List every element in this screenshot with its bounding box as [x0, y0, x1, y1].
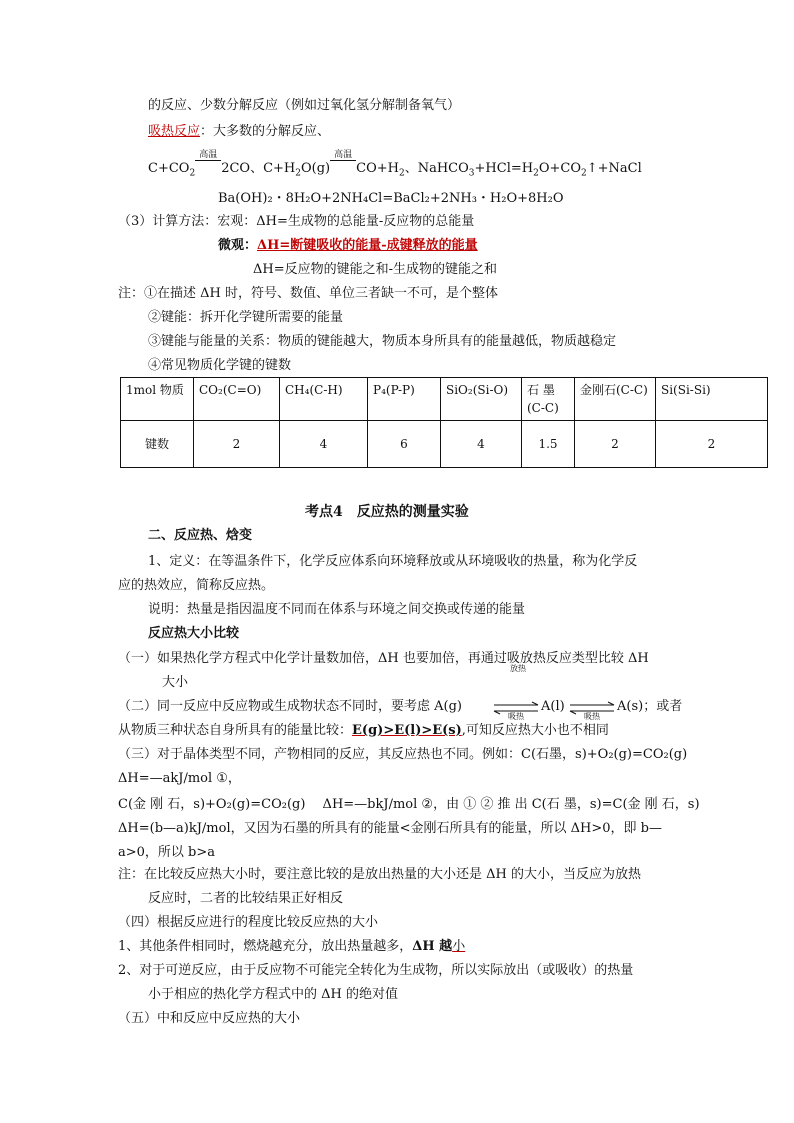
eq-part: O(g)	[301, 161, 331, 176]
bond-energy-formula: ΔH=反应物的键能之和-生成物的键能之和	[253, 262, 498, 277]
item-3e: a>0，所以 b>a	[118, 845, 216, 860]
table-cell: 4	[280, 421, 368, 468]
table-cell: 石 墨 (C-C)	[522, 378, 575, 421]
note-2: ②键能：拆开化学键所需要的能量	[148, 310, 344, 325]
table-header-row	[121, 378, 768, 421]
table-row	[121, 421, 768, 468]
state-liquid: A(l)	[541, 699, 565, 714]
item-2a-text: （二）同一反应中反应物或生成物状态不同时，要考虑 A(g)	[118, 699, 462, 714]
section-title: 考点4 反应热的测量实验	[305, 504, 469, 520]
table-cell: 2	[656, 421, 768, 468]
table-cell: Si(Si-Si)	[656, 378, 768, 421]
table-cell: CH₄(C-H)	[280, 378, 368, 421]
item-3d: ΔH=(b—a)kJ/mol，又因为石墨的所具有的能量<金刚石所具有的能量，所以 ΔH>0，即 b—	[118, 821, 662, 836]
item-2b-text: 从物质三种状态自身所具有的能量比较：	[118, 723, 353, 738]
table-cell: 2	[194, 421, 280, 468]
state-solid: A(s)；或者	[617, 699, 683, 714]
explanation: 说明：热量是指因温度不同而在体系与环境之间交换或传递的能量	[148, 602, 526, 617]
micro-method	[218, 237, 478, 255]
table-cell: 4	[441, 421, 522, 468]
note-compare-a: 注：在比较反应热大小时，要注意比较的是放出热量的大小还是 ΔH 的大小，当反应为放热	[118, 867, 641, 882]
eq-part: O+CO	[538, 161, 581, 176]
item-4-1	[118, 938, 465, 956]
table-cell: P₄(P-P)	[368, 378, 441, 421]
note-3: ③键能与能量的关系：物质的键能越大，物质本身所具有的能量越低，物质越稳定	[148, 334, 617, 349]
bond-count-table	[120, 377, 768, 468]
note-compare-b: 反应时，二者的比较结果正好相反	[148, 891, 344, 906]
fangre-label: 放热	[510, 664, 526, 673]
energy-order: E(g)>E(l)>E(s)	[352, 723, 462, 738]
item-3b: ΔH=—akJ/mol ①，	[118, 771, 241, 786]
item-2b-tail: ,可知反应热大小也不相同	[461, 723, 609, 738]
text-line-1: 的反应、少数分解反应（例如过氧化氢分解制备氧气）	[148, 98, 461, 113]
item-4-2a: 2、对于可逆反应，由于反应物不可能完全转化为生成物，所以实际放出（或吸收）的热量	[118, 963, 634, 978]
text-line-2	[148, 123, 330, 141]
item-3c: C(金 刚 石，s)+O₂(g)=CO₂(g) ΔH=—bkJ/mol ②，由 ① ② 推 出 C(石 墨，s)=C(金 刚 石，s)	[118, 797, 700, 812]
equation-line-1: $C+CO_2$ 高温 2CO、$C+H_2O(g)$ 高温 $CO+H_2$、$NaHCO_3+HCl=H_2O+CO_2↑+NaCl$	[148, 150, 642, 179]
high-temp-condition: 高温	[330, 160, 356, 178]
xire-label-2: 吸热	[584, 712, 600, 721]
item-4: （四）根据反应进行的程度比较反应热的大小	[118, 915, 379, 930]
note-1: 注：①在描述 ΔH 时，符号、数值、单位三者缺一不可，是个整体	[118, 286, 498, 301]
eq-part: C+CO	[148, 161, 190, 176]
definition-a: 1、定义：在等温条件下，化学反应体系向环境释放或从环境吸收的热量，称为化学反	[148, 554, 638, 569]
table-cell: 2	[575, 421, 656, 468]
table-cell: 1mol 物质	[121, 378, 194, 421]
eq-part: 2CO、C+H	[221, 161, 296, 176]
eq-part: ↑+NaCl	[586, 161, 642, 176]
table-cell: SiO₂(Si-O)	[441, 378, 522, 421]
sub-title: 二、反应热、焓变	[148, 528, 253, 543]
table-cell: 6	[368, 421, 441, 468]
item-4-2b: 小于相应的热化学方程式中的 ΔH 的绝对值	[148, 987, 398, 1002]
xire-label-1: 吸热	[508, 712, 524, 721]
note-4: ④常见物质化学键的键数	[148, 358, 292, 373]
table-cell: 键数	[121, 421, 194, 468]
delta-h-label: ΔH 越	[412, 939, 453, 954]
high-temp-condition: 高温	[195, 160, 221, 178]
eq-part: CO+H	[356, 161, 399, 176]
equation-line-2: Ba(OH)₂・8H₂O+2NH₄Cl=BaCl₂+2NH₃・H₂O+8H₂O	[218, 191, 564, 206]
endothermic-label: 吸热反应	[148, 124, 201, 139]
definition-b: 应的热效应，简称反应热。	[118, 578, 275, 593]
micro-formula: ΔH=断键吸收的能量-成键释放的能量	[257, 238, 478, 253]
micro-label: 微观：	[218, 238, 258, 253]
eq-part: +HCl=H	[474, 161, 534, 176]
item-4-1-text: 1、其他条件相同时，燃烧越充分，放出热量越多，	[118, 939, 413, 954]
table-cell: CO₂(C=O)	[194, 378, 280, 421]
endothermic-desc: ：大多数的分解反应、	[200, 124, 331, 139]
table-cell: 1.5	[522, 421, 575, 468]
item-2b	[118, 722, 609, 740]
item-3a: （三）对于晶体类型不同，产物相同的反应，其反应热也不同。例如：C(石墨，s)+O₂(g)=CO₂(g)	[118, 747, 688, 762]
item-1a: （一）如果热化学方程式中化学计量数加倍，ΔH 也要加倍，再通过吸放热反应类型比较 ΔH	[118, 651, 649, 666]
eq-part: 、NaHCO	[404, 161, 469, 176]
item-1b: 大小	[162, 675, 189, 690]
calc-method: （3）计算方法：宏观：ΔH=生成物的总能量-反应物的总能量	[118, 214, 475, 229]
item-5: （五）中和反应中反应热的大小	[118, 1011, 301, 1026]
table-cell: 金刚石(C-C)	[575, 378, 656, 421]
comparison-heading: 反应热大小比较	[148, 626, 240, 641]
item-2a	[118, 698, 462, 716]
smaller-word: 小	[452, 939, 466, 954]
